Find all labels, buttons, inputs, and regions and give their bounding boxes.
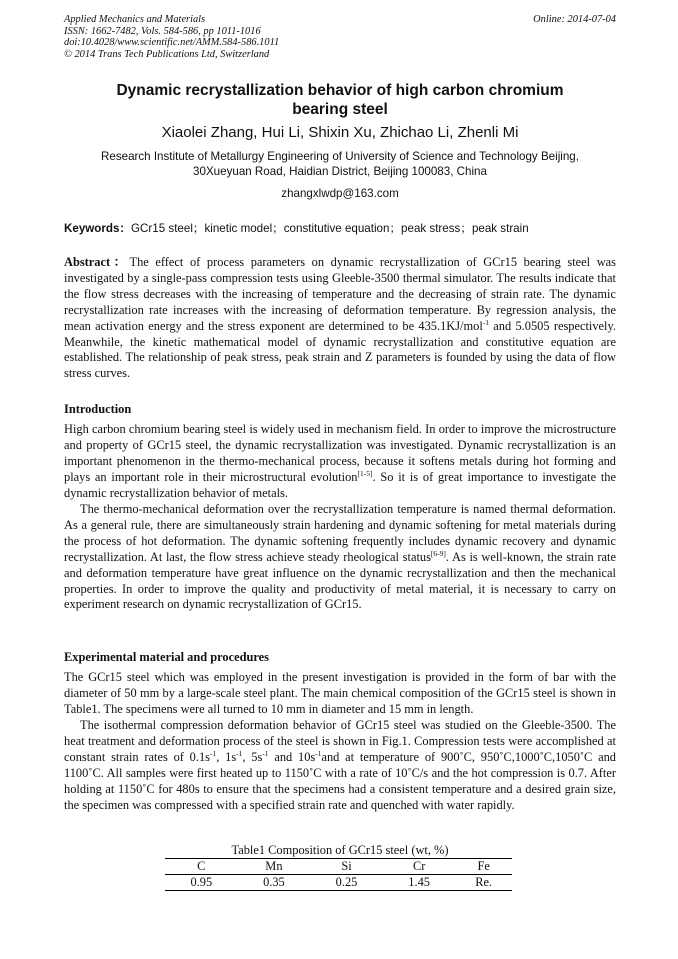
table-cell: 0.95 [190,875,213,889]
abstract-text: The effect of process parameters on dynamic recrystallization of GCr15 bearing steel was investigated by a single-pass compression tests using Gleeble-3500 thermal simulator. The results indicate that the flow stress decreases with the increasing of temperature and the decreasing of strain rate. The dynamic recrystallization rate increases with the increasing of deformation temperature. By regression analysis, the mean activation energy and the stress exponent are determined to be 435.1KJ/mol [64,255,616,333]
author-list: Xiaolei Zhang, Hui Li, Shixin Xu, Zhichao Li, Zhenli Mi [161,124,519,141]
paragraph-text: , 1s [216,749,237,764]
experimental-paragraph-1: The GCr15 steel which was employed in the present investigation is provided in the form of bar with the diameter of 50 mm by a large-scale steel plant. The main chemical composition of the GCr15 steel is shown in Table1. The specimens were all turned to 10 mm in diameter and 15 mm in length. [64,670,616,716]
experimental-paragraph-2 [64,718,616,813]
copyright-line: © 2014 Trans Tech Publications Ltd, Switzerland [64,48,270,60]
superscript: -1 [482,317,490,327]
paragraph-text: High carbon chromium bearing steel is widely used in mechanism field. In order to improve the microstructure and property of GCr15 steel, the dynamic recrystallization was investigated. Dynamic recrystallization is an important phenomenon in the thermo-mechanical process, because it softens metals during hot forming and plays an important role in their microstructural evolution [64,422,616,484]
title-line-1: Dynamic recrystallization behavior of high carbon chromium [116,82,564,99]
abstract [64,255,616,382]
introduction-paragraph-1 [64,422,616,502]
table-header-cell: Mn [265,859,283,873]
citation-ref[interactable]: [6-9] [430,548,446,558]
table-header-cell: Fe [477,859,490,873]
online-date: Online: 2014-07-04 [533,14,616,25]
abstract-sep: ： [110,255,130,269]
doi-line[interactable]: doi:10.4028/www.scientific.net/AMM.584-586.1011 [64,37,280,49]
abstract-label: Abstract [64,255,111,269]
journal-name: Applied Mechanics and Materials [64,14,206,25]
table-cell: Re. [475,875,493,889]
keyword-item: peak stress； [401,222,472,235]
abstract-text: and 5.0505 respectively. Meanwhile, the kinetic mathematical model of dynamic recrystallization and constitutive equation are established. The relationship of peak stress, peak strain and Z parameters is founded by using the data of flow stress curves. [64,318,616,381]
superscript: -1 [315,748,322,758]
table-header-cell: Cr [412,859,426,873]
keyword-item: peak strain [471,222,529,235]
table-cell: 0.25 [335,875,358,889]
composition-table [165,858,512,891]
table-caption: Table1 Composition of GCr15 steel (wt, %) [231,843,449,857]
paragraph-text: The isothermal compression deformation behavior of GCr15 steel was studied on the Gleeble-3500. The heat treatment and deformation process of the steel is shown in Fig.1. Compression tests were accomplished at constant strain rates of 0.1s [64,718,616,764]
table-header-cell: C [197,859,206,873]
paper-title [64,81,616,119]
affiliation [64,149,616,179]
superscript: -1 [209,748,217,758]
paragraph-text: and at temperature of 900˚C, 950˚C,1000˚C,1050˚C and 1100˚C. All samples were first heated up to 1150˚C with a rate of 10˚C/s and the hot compression is 0.7. After holding at 1150˚C for 480s to ensure that the specimens had a consistent temperature and a desired grain size, the specimen was compressed with a specified strain rate and quenched with water rapidly. [64,749,616,812]
paragraph-text: The thermo-mechanical deformation over the recrystallization temperature is named thermal deformation. As a general rule, there are simultaneously strain hardening and dynamic softening for metal materials during the process of hot deformation. The dynamic softening frequently includes dynamic recovery and dynamic recrystallization. At last, the flow stress achieve steady rheological status [64,502,616,564]
issn-line: ISSN: 1662-7482, Vols. 584-586, pp 1011-1016 [64,25,261,37]
table-header-row [165,859,512,875]
table-header-cell: Si [341,859,352,873]
introduction-paragraph-2 [64,502,616,613]
table-cell: 0.35 [263,875,285,889]
paragraph-text: and 10s [268,749,316,764]
table-row [165,875,512,891]
citation-ref[interactable]: [1-5] [357,468,373,478]
experimental-heading: Experimental material and procedures [64,650,270,664]
paragraph-text: . As is well-known, the strain rate and deformation temperature have great influence on the dynamic recrystallization and then the mechanical properties. In order to improve the quality and productivity of metal material, it is necessary to carry on experiment research on dynamic recrystallization of GCr15. [64,549,616,612]
paragraph-text: . So it is of great importance to investigate the dynamic recrystallization behavior of metals. [64,469,616,500]
keyword-item: GCr15 steel； [131,222,205,235]
affiliation-line-2: 30Xueyuan Road, Haidian District, Beijing 100083, China [193,165,487,178]
introduction-heading: Introduction [64,402,132,416]
title-line-2: bearing steel [292,101,388,118]
superscript: -1 [262,748,269,758]
keywords-sep: ： [119,222,132,235]
journal-header [64,14,616,60]
keywords [64,221,616,236]
author-email[interactable]: zhangxlwdp@163.com [281,187,399,200]
keywords-label: Keywords [64,222,120,235]
keyword-item: constitutive equation； [283,222,402,235]
table-cell: 1.45 [408,875,430,889]
keyword-item: kinetic model； [204,222,284,235]
paragraph-text: , 5s [242,749,263,764]
superscript: -1 [236,748,243,758]
affiliation-line-1: Research Institute of Metallurgy Engineering of University of Science and Technology Beijing, [101,150,579,163]
